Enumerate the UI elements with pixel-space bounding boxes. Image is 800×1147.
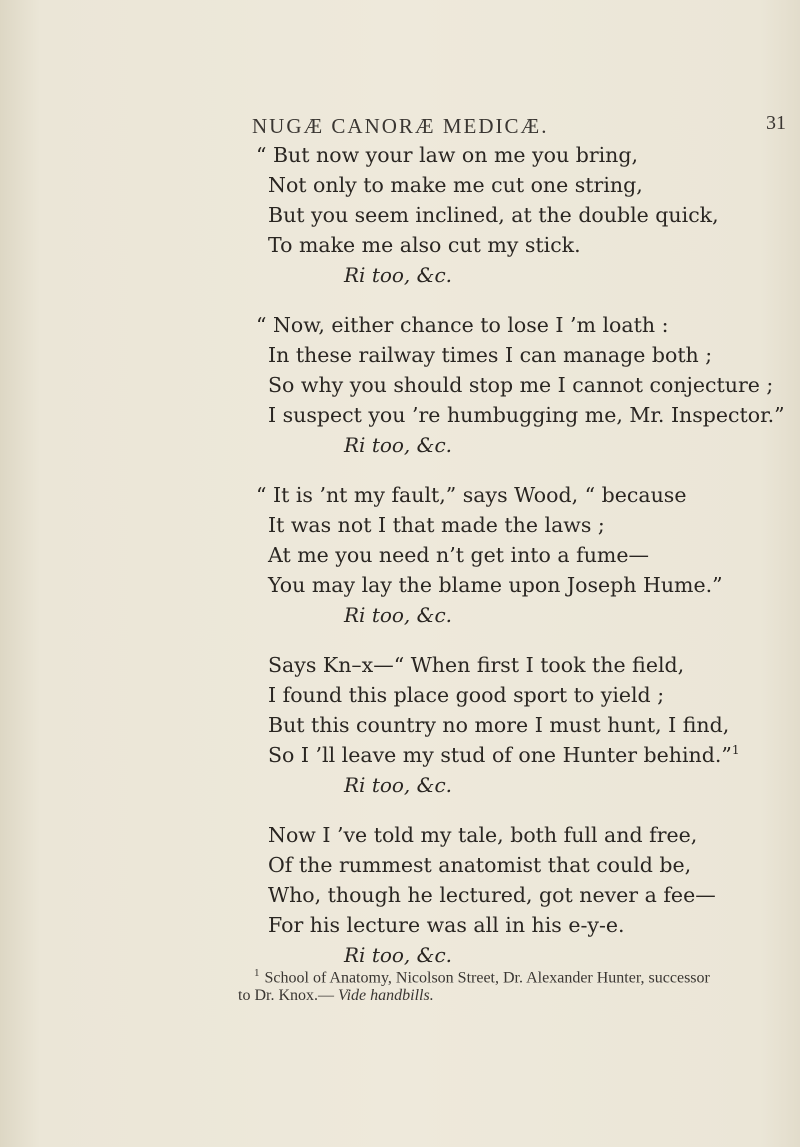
verse-line: “ But now your law on me you bring, [256,143,639,167]
footnote-text-plain: to Dr. Knox.— [238,987,338,1005]
footnote [238,964,778,1005]
stanza-2 [0,310,800,460]
verse-line: But you seem inclined, at the double quick, [268,203,719,227]
footnote-line-1 [238,964,778,987]
refrain: Ri too, &c. [344,263,453,287]
verse-line: It was not I that made the laws ; [268,513,605,537]
poem [0,140,800,990]
verse-line: So why you should stop me I cannot conjecture ; [268,373,774,397]
verse-line-with-note [0,740,800,770]
verse-line: “ Now, either chance to lose I ’m loath : [256,313,669,337]
verse-line: Says Kn–x—“ When first I took the field, [268,653,685,677]
stanza-1 [0,140,800,290]
verse-line: I found this place good sport to yield ; [268,683,665,707]
footnote-reference: 1 [731,743,740,758]
stanza-3 [0,480,800,630]
refrain: Ri too, &c. [344,433,453,457]
verse-line-text: So I ’ll leave my stud of one Hunter behind.” [268,743,732,767]
refrain: Ri too, &c. [344,773,453,797]
footnote-mark: 1 [254,967,260,979]
running-title: NUGÆ CANORÆ MEDICÆ. [252,114,549,138]
verse-line: But this country no more I must hunt, I find, [268,713,730,737]
verse-line: Not only to make me cut one string, [268,173,643,197]
page-number: 31 [766,112,786,134]
verse-line: “ It is ’nt my fault,” says Wood, “ because [256,483,687,507]
footnote-line-2 [238,987,778,1005]
verse-line: To make me also cut my stick. [268,233,581,257]
verse-line: Who, though he lectured, got never a fee— [268,883,716,907]
stanza-4 [0,650,800,800]
refrain: Ri too, &c. [344,943,453,967]
verse-line: At me you need n’t get into a fume— [268,543,649,567]
verse-line: I suspect you ’re humbugging me, Mr. Inspector.” [268,403,785,427]
verse-line: Now I ’ve told my tale, both full and free, [268,823,698,847]
refrain: Ri too, &c. [344,603,453,627]
verse-line: In these railway times I can manage both ; [268,343,713,367]
stanza-5 [0,820,800,970]
footnote-text: School of Anatomy, Nicolson Street, Dr. Alexander Hunter, successor [264,969,710,987]
verse-line: Of the rummest anatomist that could be, [268,853,692,877]
footnote-text-italic: Vide handbills. [338,987,434,1005]
verse-line: For his lecture was all in his e-y-e. [268,913,625,937]
verse-line: You may lay the blame upon Joseph Hume.” [268,573,723,597]
